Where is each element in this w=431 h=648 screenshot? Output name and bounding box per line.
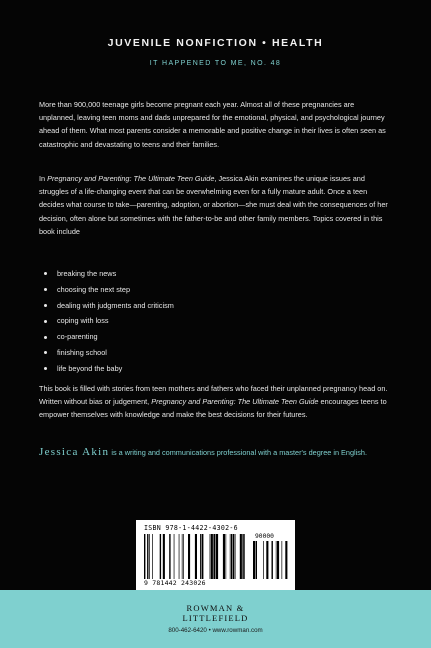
price-code: 90000 <box>255 533 274 540</box>
ean-number: 9 781442 243026 <box>144 579 206 587</box>
topic-label: finishing school <box>57 347 107 357</box>
bullet-icon <box>44 288 47 291</box>
bullet-icon <box>44 336 47 339</box>
book-title: Pregnancy and Parenting: The Ultimate Teen Guide <box>47 174 215 183</box>
ean-barcode-bars <box>144 534 248 579</box>
bullet-icon <box>44 351 47 354</box>
book-title: Pregnancy and Parenting: The Ultimate Teen Guide <box>151 397 319 407</box>
topic-label: coping with loss <box>57 316 109 326</box>
paragraph-text: In <box>39 174 48 183</box>
intro-paragraph: More than 900,000 teenage girls become pregnant each year. Almost all of these pregnancies are unplanned, leaving teen moms and dads unprepared for the emotional, physical, and psychological journey ahead of them. What most parents consider a memorable and positive change in their lives is often seen as catastrophic and devastating to teens and their families. <box>39 100 386 149</box>
addon-barcode-bars <box>253 541 289 579</box>
list-item <box>44 266 344 282</box>
isbn-text: ISBN 978-1-4422-4302-6 <box>144 524 238 532</box>
publisher-name-line1: ROWMAN & <box>186 603 245 613</box>
topic-label: dealing with judgments and criticism <box>57 300 174 310</box>
publisher-contact: 800-462-6420 • www.rowman.com <box>168 627 263 634</box>
bullet-icon <box>44 367 47 370</box>
topic-label: breaking the news <box>57 269 117 278</box>
paragraph-text: , Jessica Akin examines the unique issues and struggles of a life-changing event that can be overwhelming even for a fully mature adult. Once a teen decides what course to take—parenting, adoption, or abortion—she must deal with the consequences of her decision, often alone but sometimes with the father-to-be and other family members. Topics covered in this book include <box>39 174 388 236</box>
author-bio <box>39 445 395 460</box>
topic-label: choosing the next step <box>57 284 131 294</box>
author-bio-text: is a writing and communications professional with a master's degree in English. <box>109 448 368 457</box>
publisher-name-line2: LITTLEFIELD <box>182 613 249 623</box>
description-paragraph <box>39 172 391 238</box>
closing-paragraph <box>39 382 391 422</box>
list-item <box>44 345 344 361</box>
publisher-logo <box>0 603 431 623</box>
category-label: JUVENILE NONFICTION • HEALTH <box>107 37 324 49</box>
list-item <box>44 298 344 314</box>
paragraph-text: This book is filled with stories from teen mothers and fathers who faced their unplanned pregnancy head on. Written without bias or judgement, <box>39 384 388 407</box>
list-item <box>44 361 344 377</box>
author-name: Jessica Akin <box>39 446 110 458</box>
topic-label: co-parenting <box>57 332 98 342</box>
topic-label: life beyond the baby <box>57 363 123 373</box>
list-item <box>44 313 344 329</box>
bullet-icon <box>44 304 47 307</box>
paragraph-text: encourages teens to empower themselves with knowledge and make the best decisions for their futures. <box>39 397 387 420</box>
isbn-barcode <box>136 520 295 590</box>
bullet-icon <box>44 320 47 323</box>
series-label: IT HAPPENED TO ME, NO. 48 <box>149 60 282 67</box>
bullet-icon <box>44 272 47 275</box>
topics-list <box>44 266 344 377</box>
list-item <box>44 329 344 345</box>
list-item <box>44 282 344 298</box>
